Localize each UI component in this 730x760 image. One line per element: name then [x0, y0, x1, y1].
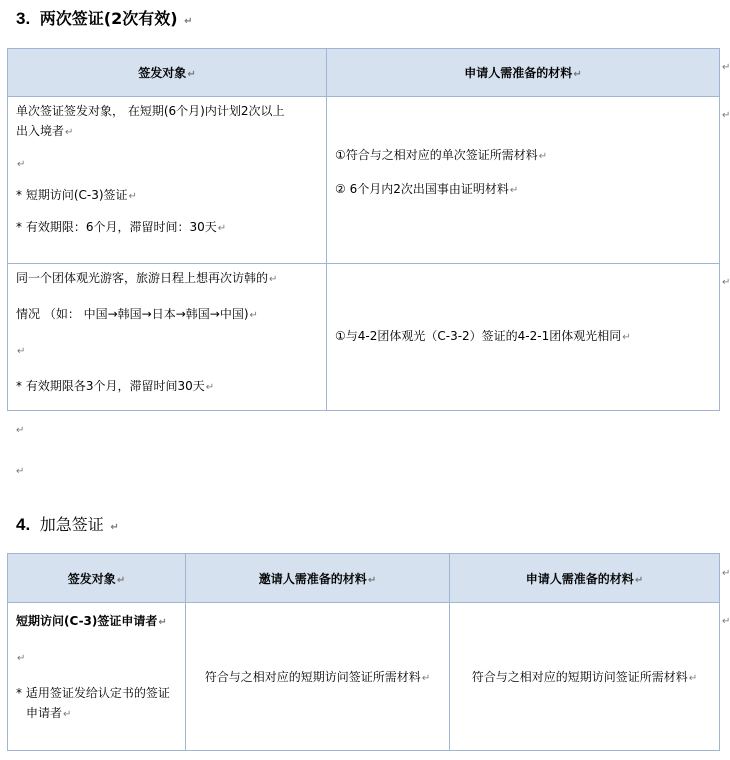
- table-row: [8, 264, 720, 411]
- cell-text: * 短期访问(C-3)签证↵: [16, 188, 137, 202]
- table-cell: [450, 603, 720, 751]
- paragraph-mark-icon: ↵: [722, 277, 730, 288]
- section-4-title: 加急签证: [39, 515, 104, 534]
- table-cell: [327, 264, 720, 411]
- paragraph-mark-icon: ↵: [16, 425, 25, 436]
- cell-text: * 有效期限：6个月，滞留时间：30天↵: [16, 220, 227, 234]
- cell-text: 单次签证签发对象， 在短期(6个月)内计划2次以上: [16, 104, 285, 118]
- table-cell: [8, 264, 327, 411]
- cell-text: ↵: [17, 653, 26, 664]
- table-cell: [327, 97, 720, 264]
- express-visa-table: [7, 553, 720, 751]
- section-3-number: 3.: [16, 9, 31, 28]
- table-row: [8, 603, 720, 751]
- paragraph-mark-icon: ↵: [722, 62, 730, 73]
- cell-text: 出入境者↵: [16, 124, 74, 138]
- paragraph-mark-icon: ↵: [722, 568, 730, 579]
- column-header: 申请人需准备的材料↵: [450, 554, 720, 603]
- cell-text: 符合与之相对应的短期访问签证所需材料↵: [204, 670, 431, 684]
- cell-text: 申请者↵: [26, 706, 72, 720]
- paragraph-mark-icon: ↵: [16, 466, 25, 477]
- table-cell: [186, 603, 450, 751]
- column-header: 申请人需准备的材料↵: [327, 49, 720, 97]
- table-header-row: [8, 49, 720, 97]
- cell-text: ↵: [17, 346, 26, 357]
- table-cell: [8, 603, 186, 751]
- section-4-heading: [16, 512, 119, 535]
- table-row: [8, 97, 720, 264]
- cell-text: 情况 （如： 中国→韩国→日本→韩国→中国)↵: [16, 307, 258, 321]
- column-header: 签发对象↵: [8, 49, 327, 97]
- cell-text: ② 6个月内2次出国事由证明材料↵: [335, 182, 519, 196]
- two-entry-visa-table: [7, 48, 720, 411]
- cell-text: * 适用签证发给认定书的签证: [16, 686, 170, 700]
- paragraph-mark-icon: ↵: [184, 16, 193, 27]
- cell-text: 短期访问(C-3)签证申请者↵: [16, 614, 167, 628]
- cell-text: * 有效期限各3个月，滞留时间30天↵: [16, 379, 215, 393]
- cell-text: ①与4-2团体观光（C-3-2）签证的4-2-1团体观光相同↵: [335, 329, 631, 343]
- section-4-number: 4.: [16, 515, 31, 534]
- table-header-row: [8, 554, 720, 603]
- section-3-heading: [16, 6, 193, 29]
- column-header: 邀请人需准备的材料↵: [186, 554, 450, 603]
- table-cell: [8, 97, 327, 264]
- cell-text: ①符合与之相对应的单次签证所需材料↵: [335, 148, 548, 162]
- cell-text: 符合与之相对应的短期访问签证所需材料↵: [471, 670, 698, 684]
- paragraph-mark-icon: ↵: [110, 522, 119, 533]
- paragraph-mark-icon: ↵: [722, 616, 730, 627]
- paragraph-mark-icon: ↵: [722, 110, 730, 121]
- cell-text: 同一个团体观光游客，旅游日程上想再次访韩的↵: [16, 271, 278, 285]
- column-header: 签发对象↵: [8, 554, 186, 603]
- section-3-title: 两次签证(2次有效): [39, 9, 178, 28]
- cell-text: ↵: [17, 159, 26, 170]
